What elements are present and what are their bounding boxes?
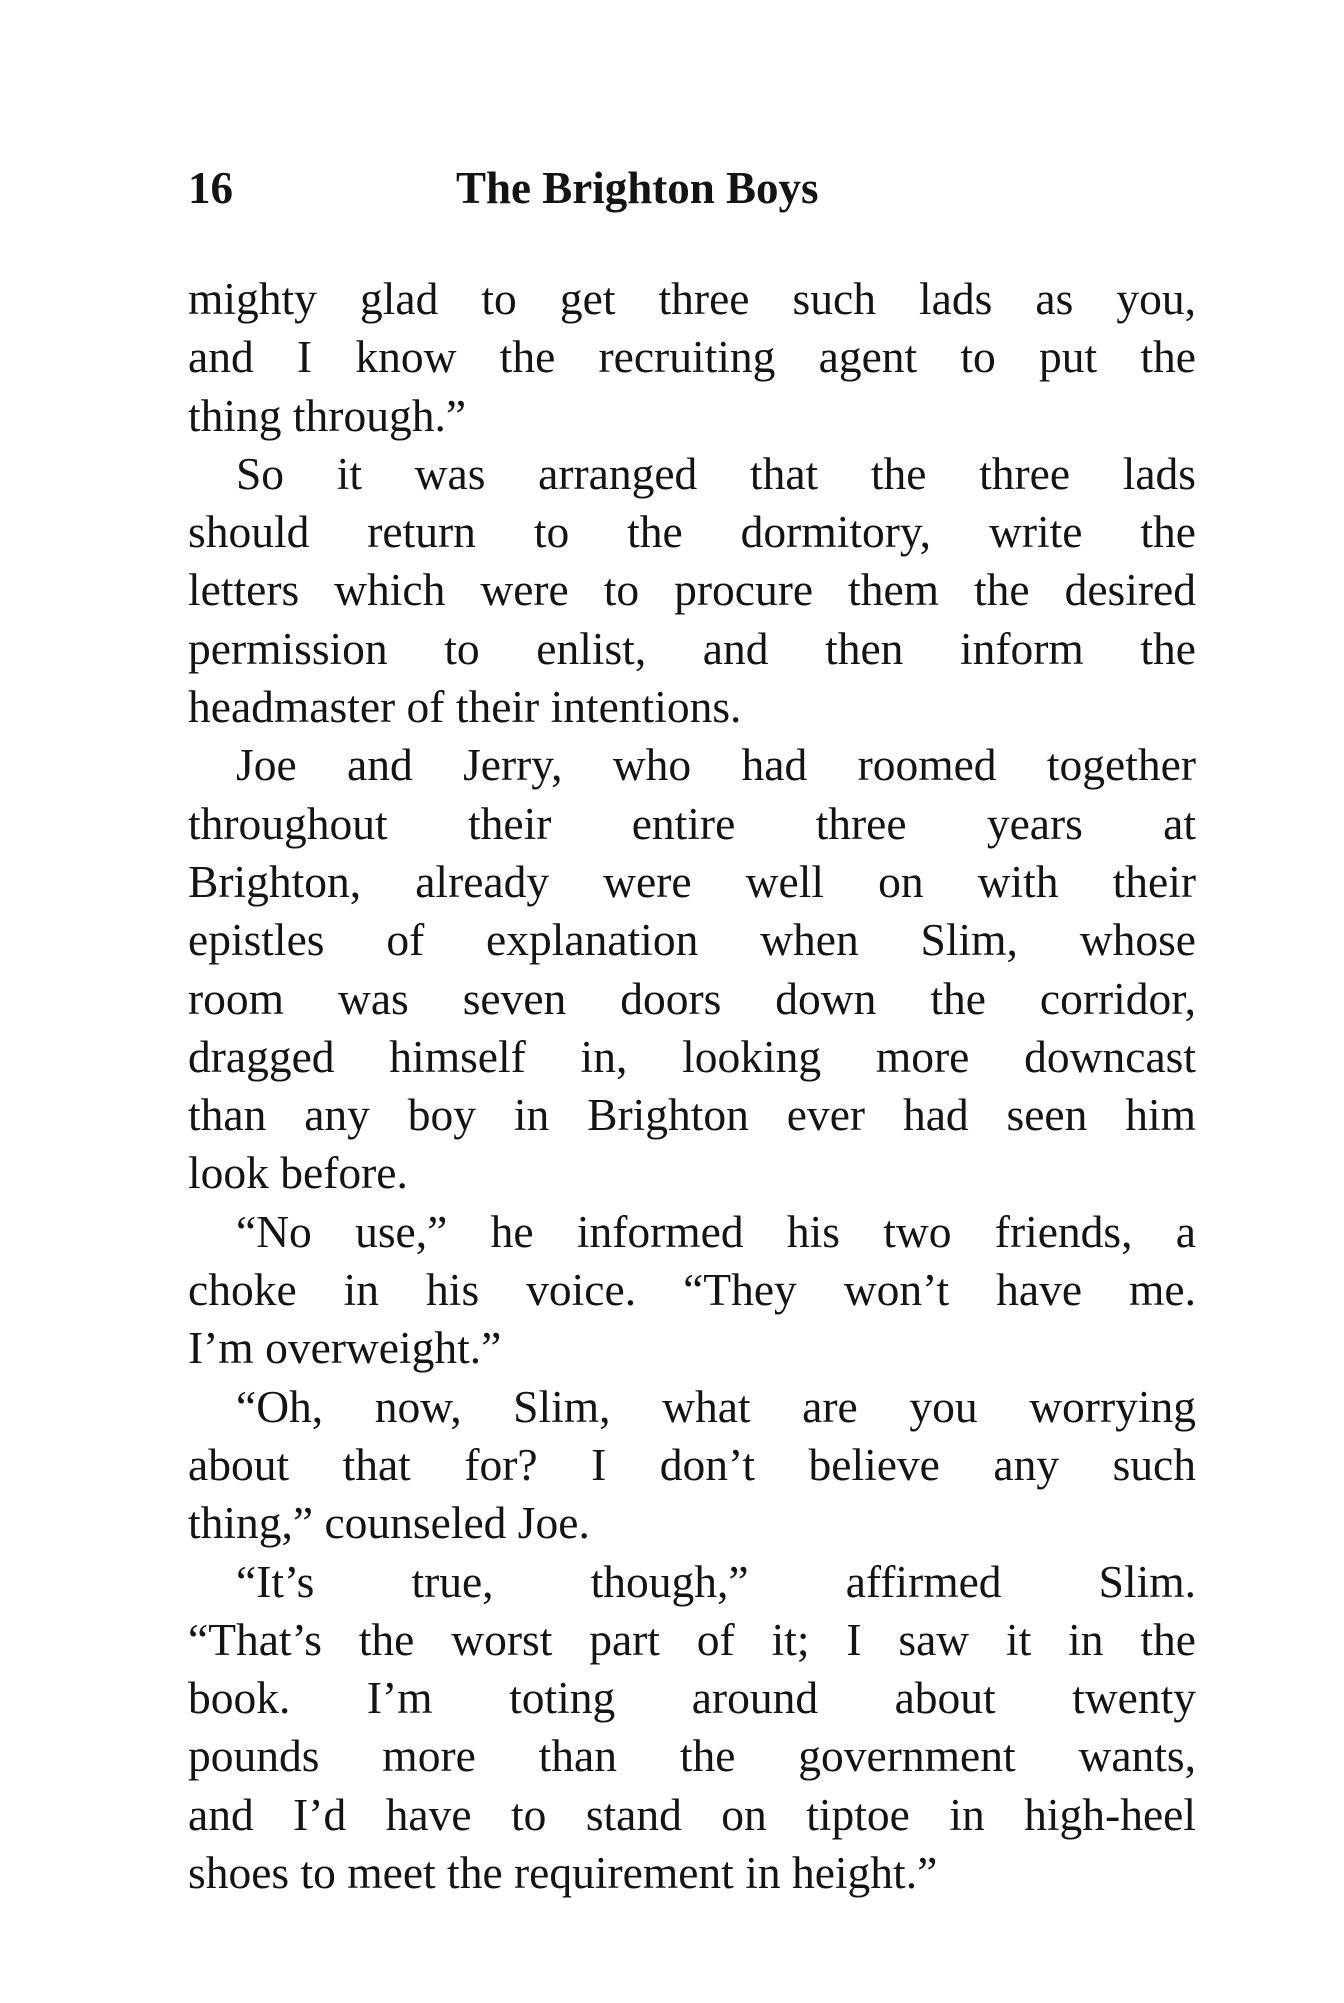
text-line: “No use,” he informed his two friends, a bbox=[236, 1205, 1196, 1257]
text-line: choke in his voice. “They won’t have me. bbox=[188, 1264, 1196, 1316]
text-line: and I’d have to stand on tiptoe in high-heel bbox=[188, 1788, 1196, 1840]
text-line: thing,” counseled Joe. bbox=[188, 1497, 590, 1549]
text-line: shoes to meet the requirement in height.” bbox=[188, 1847, 938, 1899]
body-text bbox=[188, 270, 1196, 1902]
running-head bbox=[188, 160, 938, 216]
text-line: than any boy in Brighton ever had seen him bbox=[188, 1089, 1196, 1141]
text-line: and I know the recruiting agent to put the bbox=[188, 331, 1196, 383]
text-line: throughout their entire three years at bbox=[188, 797, 1196, 849]
text-line: headmaster of their intentions. bbox=[188, 681, 742, 733]
text-line: book. I’m toting around about twenty bbox=[188, 1672, 1196, 1724]
book-title: The Brighton Boys bbox=[456, 163, 819, 213]
text-line: epistles of explanation when Slim, whose bbox=[188, 914, 1196, 966]
text-line: about that for? I don’t believe any such bbox=[188, 1438, 1196, 1490]
page-number: 16 bbox=[188, 163, 233, 213]
text-line: permission to enlist, and then inform the bbox=[188, 622, 1196, 674]
text-line: Joe and Jerry, who had roomed together bbox=[236, 739, 1196, 791]
text-line: thing through.” bbox=[188, 389, 467, 441]
text-line: “Oh, now, Slim, what are you worrying bbox=[236, 1380, 1196, 1432]
text-line: “It’s true, though,” affirmed Slim. bbox=[236, 1555, 1196, 1607]
text-line: pounds more than the government wants, bbox=[188, 1730, 1196, 1782]
text-line: look before. bbox=[188, 1147, 408, 1199]
text-line: I’m overweight.” bbox=[188, 1322, 502, 1374]
text-line: Brighton, already were well on with their bbox=[188, 855, 1196, 907]
text-line: letters which were to procure them the desired bbox=[188, 564, 1196, 616]
text-line: mighty glad to get three such lads as you, bbox=[188, 273, 1196, 324]
text-line: should return to the dormitory, write the bbox=[188, 506, 1196, 558]
text-line: “That’s the worst part of it; I saw it in the bbox=[188, 1613, 1196, 1665]
text-line: dragged himself in, looking more downcast bbox=[188, 1030, 1196, 1082]
text-line: room was seven doors down the corridor, bbox=[188, 972, 1196, 1024]
text-line: So it was arranged that the three lads bbox=[236, 447, 1196, 499]
